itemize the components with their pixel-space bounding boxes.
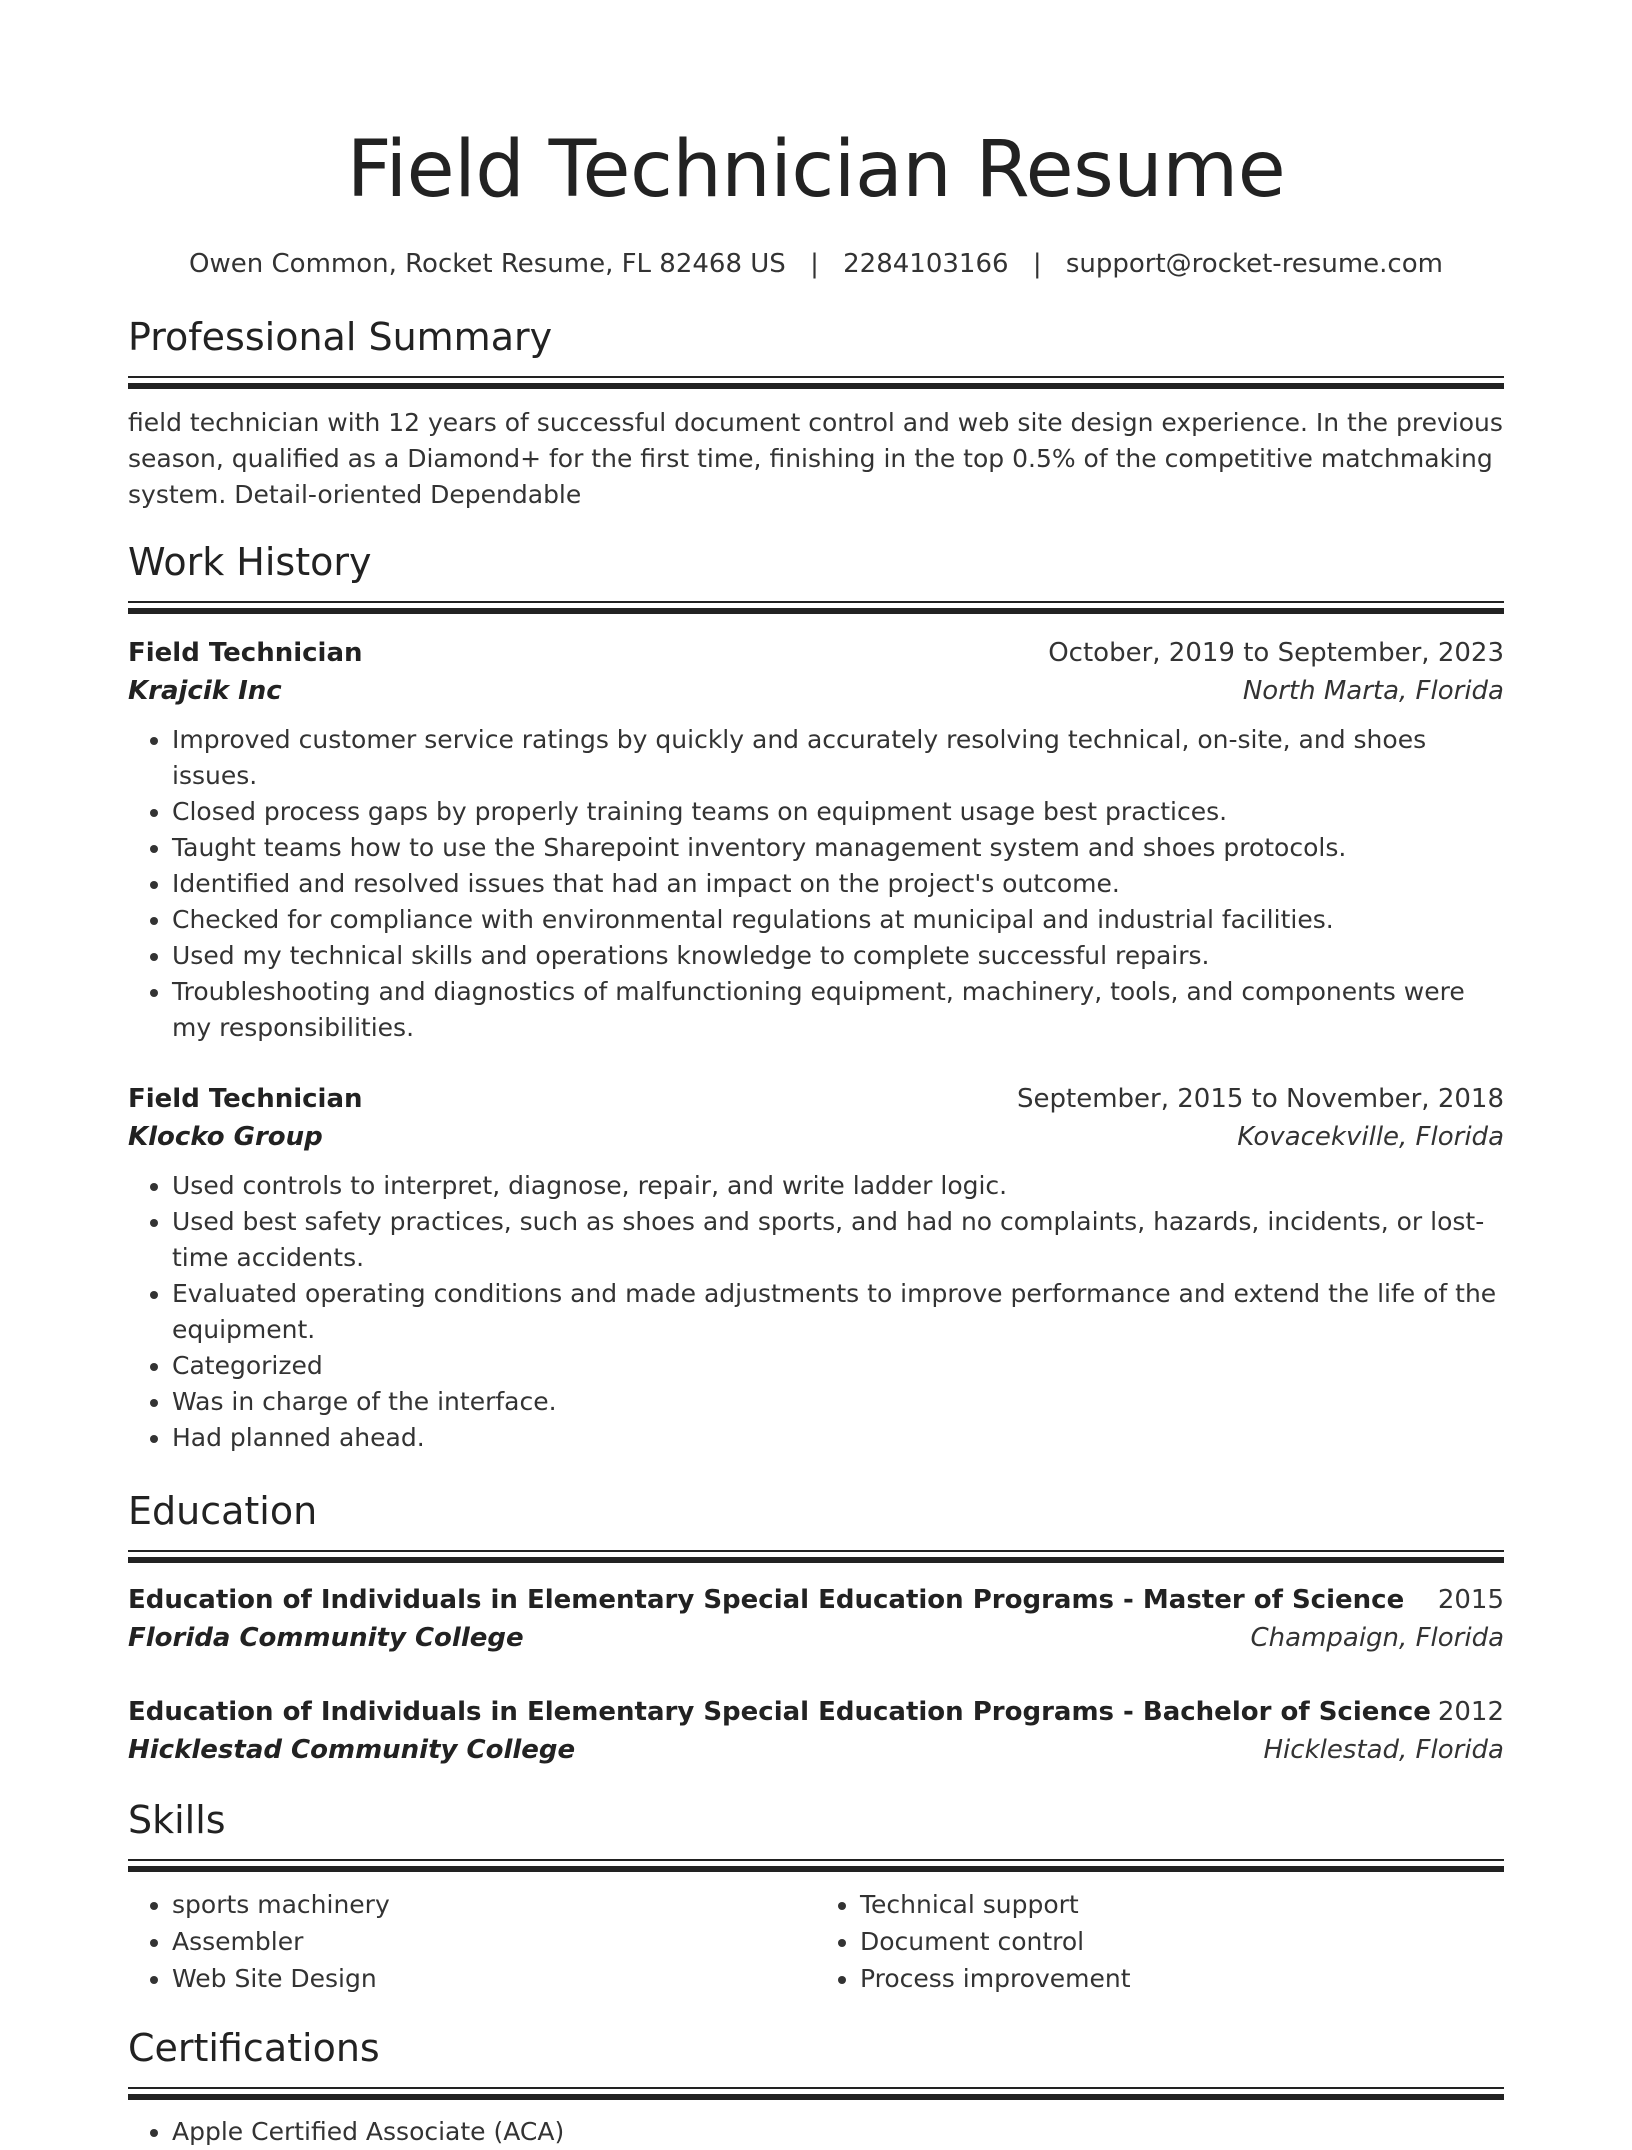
education-subheader (128, 1731, 1504, 1769)
job-header (128, 634, 1504, 672)
summary-text: field technician with 12 years of successful document control and web site design experience. In the previous season, qualified as a Diamond+ for the first time, finishing in the top 0.5% of the competitive matchmaking system. Detail-oriented Dependable (128, 408, 1503, 509)
summary-section (128, 312, 1504, 513)
contact-line (128, 246, 1504, 282)
contact-address: Owen Common, Rocket Resume, FL 82468 US (189, 249, 786, 279)
contact-separator: | (1032, 249, 1042, 279)
job-bullets (128, 722, 1504, 1046)
job-location: Kovacekville, Florida (1237, 1122, 1504, 1152)
education-school: Florida Community College (128, 1623, 524, 1653)
job-dates: September, 2015 to November, 2018 (1017, 1084, 1504, 1114)
list-item: • Improved customer service ratings by quickly and accurately resolving technical, on-site, and shoes issues. (172, 722, 1504, 794)
section-divider (128, 601, 1504, 614)
job-company: Krajcik Inc (128, 676, 282, 706)
education-entry (128, 1693, 1504, 1769)
job-company: Klocko Group (128, 1122, 323, 1152)
skills-section (128, 1795, 1504, 1997)
contact-phone: 2284103166 (843, 249, 1009, 279)
education-degree: Education of Individuals in Elementary Special Education Programs - Master of Science (128, 1585, 1405, 1615)
education-entry (128, 1581, 1504, 1657)
list-item: • Taught teams how to use the Sharepoint inventory management system and shoes protocols. (172, 830, 1504, 866)
section-heading-work: Work History (128, 540, 372, 584)
skills-grid (128, 1886, 1504, 1997)
list-item: • Assembler (172, 1923, 816, 1960)
job-dates: October, 2019 to September, 2023 (1048, 638, 1504, 668)
list-item: • Closed process gaps by properly training teams on equipment usage best practices. (172, 794, 1504, 830)
section-divider (128, 1550, 1504, 1563)
job-entry (128, 634, 1504, 1046)
job-location: North Marta, Florida (1242, 676, 1504, 706)
education-header (128, 1693, 1504, 1731)
job-subheader (128, 672, 1504, 710)
list-item: • Document control (860, 1923, 1504, 1960)
list-item: • Checked for compliance with environmental regulations at municipal and industrial facilities. (172, 902, 1504, 938)
list-item: • Evaluated operating conditions and made adjustments to improve performance and extend the life of the equipment. (172, 1276, 1504, 1348)
contact-separator: | (810, 249, 819, 279)
education-location: Champaign, Florida (1250, 1623, 1504, 1653)
skills-column-left (128, 1886, 816, 1997)
certifications-section (128, 2023, 1504, 2150)
list-item: • Used best safety practices, such as shoes and sports, and had no complaints, hazards, incidents, or lost-time accidents. (172, 1204, 1504, 1276)
list-item: • Was in charge of the interface. (172, 1384, 1504, 1420)
contact-email: support@rocket-resume.com (1065, 249, 1443, 279)
section-divider (128, 376, 1504, 389)
section-divider (128, 2087, 1504, 2100)
work-history-section (128, 537, 1504, 1456)
list-item: • sports machinery (172, 1886, 816, 1923)
list-item: • Used controls to interpret, diagnose, repair, and write ladder logic. (172, 1168, 1504, 1204)
list-item: • Web Site Design (172, 1960, 816, 1997)
section-heading-certifications: Certifications (128, 2026, 380, 2070)
section-heading-summary: Professional Summary (128, 315, 553, 359)
resume-title: Field Technician Resume (346, 125, 1286, 215)
education-year: 2015 (1437, 1585, 1504, 1615)
education-degree: Education of Individuals in Elementary Special Education Programs - Bachelor of Science (128, 1697, 1431, 1727)
list-item: • Had planned ahead. (172, 1420, 1504, 1456)
list-item: • Categorized (172, 1348, 1504, 1384)
education-subheader (128, 1619, 1504, 1657)
education-section (128, 1486, 1504, 1769)
list-item: • Used my technical skills and operations knowledge to complete successful repairs. (172, 938, 1504, 974)
job-entry (128, 1080, 1504, 1456)
list-item: • Apple Certified Associate (ACA) (172, 2114, 1504, 2150)
job-header (128, 1080, 1504, 1118)
job-bullets (128, 1168, 1504, 1456)
list-item: • Identified and resolved issues that had an impact on the project's outcome. (172, 866, 1504, 902)
certifications-list (128, 2114, 1504, 2150)
skills-column-right (816, 1886, 1504, 1997)
education-location: Hicklestad, Florida (1263, 1735, 1504, 1765)
education-school: Hicklestad Community College (128, 1735, 576, 1765)
education-header (128, 1581, 1504, 1619)
section-heading-skills: Skills (128, 1798, 226, 1842)
list-item: • Technical support (860, 1886, 1504, 1923)
section-heading-education: Education (128, 1489, 318, 1533)
job-subheader (128, 1118, 1504, 1156)
job-title: Field Technician (128, 638, 363, 668)
education-year: 2012 (1437, 1697, 1504, 1727)
list-item: • Process improvement (860, 1960, 1504, 1997)
list-item: • Troubleshooting and diagnostics of malfunctioning equipment, machinery, tools, and components were my responsibilities. (172, 974, 1504, 1046)
section-divider (128, 1859, 1504, 1872)
job-title: Field Technician (128, 1084, 363, 1114)
